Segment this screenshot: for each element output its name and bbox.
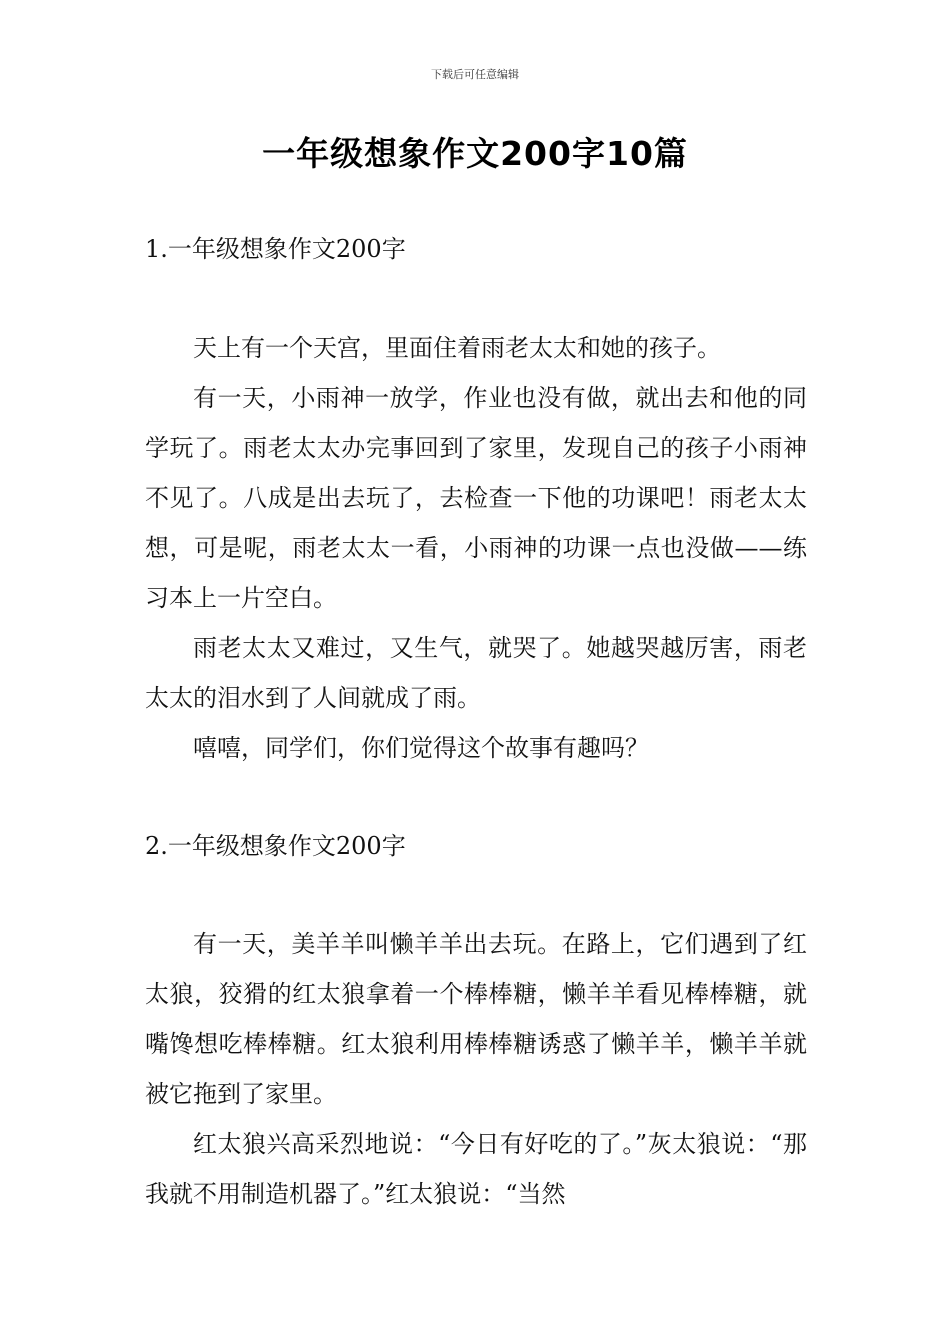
paragraph: 雨老太太又难过，又生气，就哭了。她越哭越厉害，雨老太太的泪水到了人间就成了雨。 [145,634,807,712]
paragraph: 有一天，美羊羊叫懒羊羊出去玩。在路上，它们遇到了红太狼，狡猾的红太狼拿着一个棒棒糖，懒羊羊看见棒棒糖，就嘴馋想吃棒棒糖。红太狼利用棒棒糖诱惑了懒羊羊，懒羊羊就被它拖到了家里。 [145,930,807,1108]
section-1-body [145,323,807,773]
section-heading-2: 2.一年级想象作文200字 [145,832,406,860]
paragraph: 红太狼兴高采烈地说：“今日有好吃的了。”灰太狼说：“那我就不用制造机器了。”红太狼说：“当然 [145,1130,807,1208]
paragraph: 天上有一个天宫，里面住着雨老太太和她的孩子。 [193,334,721,362]
paragraph: 有一天，小雨神一放学，作业也没有做，就出去和他的同学玩了。雨老太太办完事回到了家里，发现自己的孩子小雨神不见了。八成是出去玩了，去检查一下他的功课吧！雨老太太想，可是呢，雨老太太一看，小雨神的功课一点也没做——练习本上一片空白。 [145,384,807,612]
section-heading-1: 1.一年级想象作文200字 [145,235,406,263]
section-2-body [145,919,807,1219]
document-title: 一年级想象作文200字10篇 [262,134,688,173]
paragraph: 嘻嘻，同学们，你们觉得这个故事有趣吗？ [193,734,649,762]
header-note: 下载后可任意编辑 [431,68,519,81]
